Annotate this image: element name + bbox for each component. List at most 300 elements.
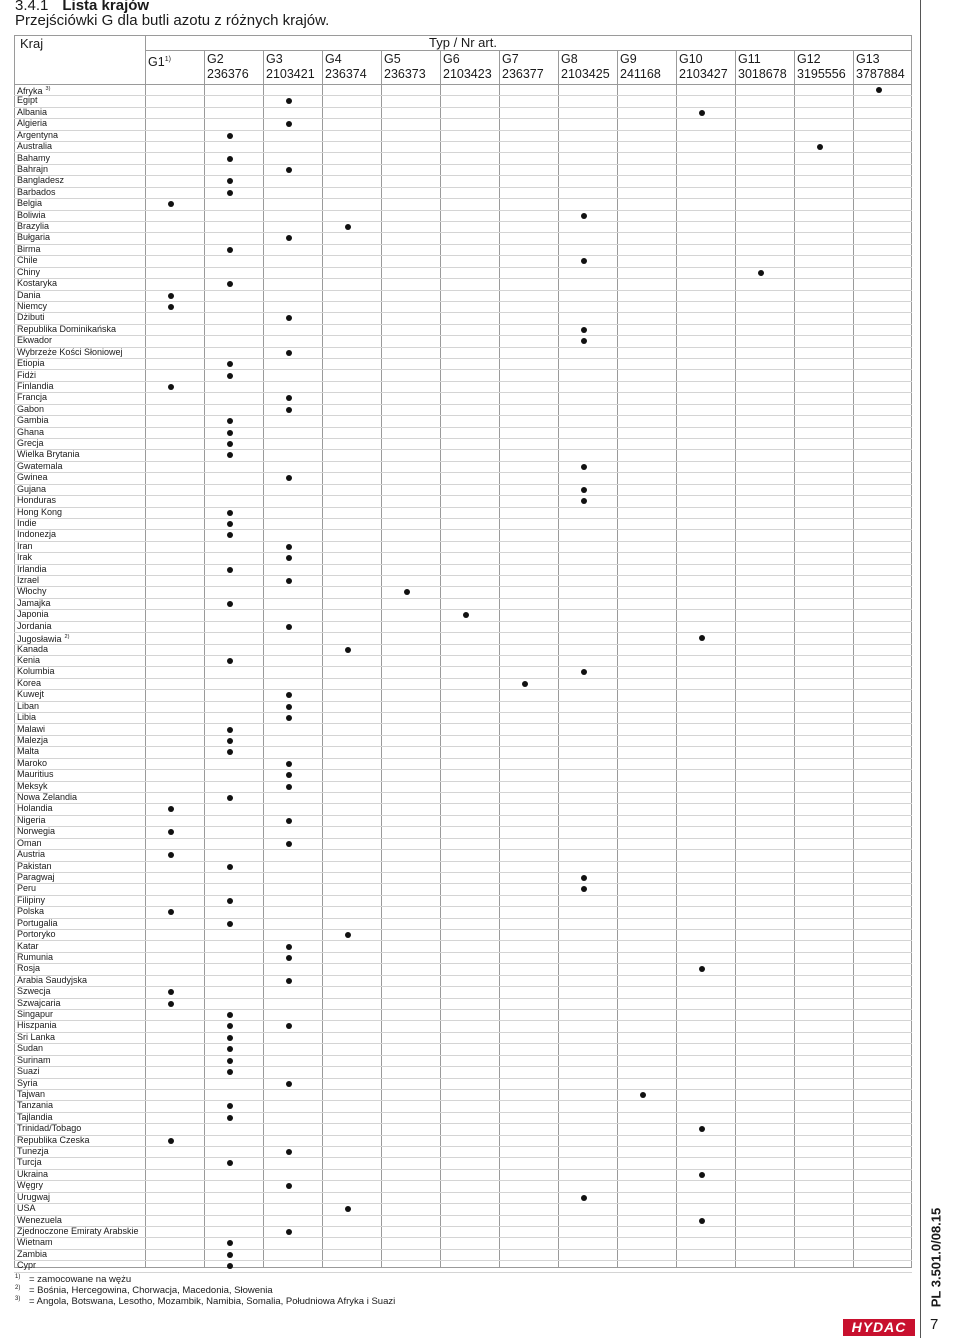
country-label: Ekwador <box>17 335 53 346</box>
country-name <box>17 277 57 289</box>
country-label: Zjednoczone Emiraty Arabskie <box>17 1226 139 1236</box>
country-label: Australia <box>17 141 53 152</box>
country-label: Chile <box>17 255 38 266</box>
country-name <box>17 814 46 826</box>
header-divider <box>145 50 912 51</box>
country-label: Malta <box>17 746 40 757</box>
country-name <box>17 1145 49 1157</box>
country-name <box>17 357 45 369</box>
country-label: Kolumbia <box>17 666 55 677</box>
country-label: Bahrajn <box>17 163 49 174</box>
country-label: Węgry <box>17 1180 44 1191</box>
country-label: Jordania <box>17 620 52 631</box>
compatibility-dot <box>286 1149 292 1155</box>
column-header-g12 <box>797 52 846 82</box>
country-label: Tunezja <box>17 1146 49 1157</box>
country-name <box>17 243 41 255</box>
country-label: Francja <box>17 392 48 403</box>
column-type: G1 <box>148 55 165 70</box>
country-name <box>17 1054 51 1066</box>
column-article-number: 2103423 <box>443 67 492 81</box>
country-name <box>17 300 47 312</box>
country-label: Rosja <box>17 963 41 974</box>
country-label: Wenezuela <box>17 1214 62 1225</box>
country-label: Urugwaj <box>17 1191 51 1202</box>
country-label: Irak <box>17 552 33 563</box>
footnote-mark: 3) <box>45 86 51 92</box>
column-header-g13 <box>856 52 905 82</box>
country-label: Birma <box>17 243 41 254</box>
column-type: G3 <box>266 52 283 66</box>
country-name <box>17 1214 62 1226</box>
country-label: Norwegia <box>17 826 56 837</box>
country-label: Boliwia <box>17 209 46 220</box>
compatibility-dot <box>227 658 233 664</box>
compatibility-dot <box>227 1046 233 1052</box>
compatibility-dot <box>227 1058 233 1064</box>
column-header-g10 <box>679 52 728 82</box>
column-header-g5 <box>384 52 426 82</box>
country-label: Zambia <box>17 1248 48 1259</box>
country-name <box>17 163 48 175</box>
country-label: Sri Lanka <box>17 1031 56 1042</box>
country-name <box>17 917 58 929</box>
country-name <box>17 1031 55 1043</box>
compatibility-dot <box>286 315 292 321</box>
country-name <box>17 1225 139 1237</box>
country-name <box>17 597 51 609</box>
country-label: Singapur <box>17 1009 54 1020</box>
country-label: Rumunia <box>17 951 54 962</box>
compatibility-dot <box>286 1081 292 1087</box>
compatibility-dot <box>168 201 174 207</box>
compatibility-dot <box>286 704 292 710</box>
compatibility-dot <box>345 1206 351 1212</box>
footnote-mark: 2) <box>15 1285 21 1291</box>
country-name <box>17 1191 50 1203</box>
compatibility-dot <box>699 1126 705 1132</box>
country-name <box>17 460 63 472</box>
compatibility-dot <box>227 1103 233 1109</box>
footnote-text: = Angola, Botswana, Lesotho, Mozambik, Namibia, Somalia, Południowa Afryka i Suazi <box>29 1296 396 1308</box>
document-number-text: PL 3.501.0/08.15 <box>928 1207 944 1308</box>
country-label: Szwecja <box>17 986 51 997</box>
compatibility-dot <box>286 978 292 984</box>
column-article-number: 236374 <box>325 67 367 81</box>
compatibility-dot <box>699 110 705 116</box>
column-article-number: 3018678 <box>738 67 787 81</box>
country-name <box>17 951 53 963</box>
country-name <box>17 585 47 597</box>
country-name <box>17 1008 53 1020</box>
compatibility-dot <box>227 521 233 527</box>
compatibility-dot <box>522 681 528 687</box>
compatibility-dot <box>581 213 587 219</box>
country-label: Gwinea <box>17 472 48 483</box>
compatibility-dot <box>286 715 292 721</box>
country-label: Peru <box>17 883 37 894</box>
table-row <box>14 1260 912 1272</box>
compatibility-dot <box>286 121 292 127</box>
country-label: Wybrzeże Kości Słoniowej <box>17 346 123 357</box>
compatibility-dot <box>640 1092 646 1098</box>
country-name <box>17 197 42 209</box>
country-label: Bułgaria <box>17 232 51 243</box>
column-article-number: 2103425 <box>561 67 610 81</box>
country-label: Tajlandia <box>17 1111 53 1122</box>
country-name <box>17 677 41 689</box>
country-adapter-table <box>14 35 912 1271</box>
country-label: Sudan <box>17 1043 44 1054</box>
compatibility-dot <box>581 338 587 344</box>
country-name <box>17 380 54 392</box>
country-label: Tanzania <box>17 1100 54 1111</box>
country-name <box>17 152 50 164</box>
country-name <box>17 1156 42 1168</box>
compatibility-dot <box>168 293 174 299</box>
compatibility-dot <box>227 738 233 744</box>
country-name <box>17 700 39 712</box>
country-label: Kenia <box>17 655 41 665</box>
country-name <box>17 768 54 780</box>
compatibility-dot <box>286 395 292 401</box>
compatibility-dot <box>227 1023 233 1029</box>
compatibility-dot <box>581 1195 587 1201</box>
country-label: Malezja <box>17 734 49 745</box>
compatibility-dot <box>227 281 233 287</box>
compatibility-dot <box>581 464 587 470</box>
country-label: Iran <box>17 540 33 551</box>
column-type: G9 <box>620 52 637 66</box>
country-label: Republika Dominikańska <box>17 323 117 334</box>
compatibility-dot <box>227 156 233 162</box>
country-label: Ghana <box>17 426 45 437</box>
country-name <box>17 186 56 198</box>
country-name <box>17 209 46 221</box>
compatibility-dot <box>817 144 823 150</box>
compatibility-dot <box>227 532 233 538</box>
country-label: Kostaryka <box>17 278 58 289</box>
compatibility-dot <box>168 909 174 915</box>
compatibility-dot <box>168 852 174 858</box>
country-label: Indonezja <box>17 529 57 540</box>
column-header-g11 <box>738 52 787 82</box>
compatibility-dot <box>345 932 351 938</box>
country-name <box>17 1248 47 1260</box>
country-name <box>17 608 49 620</box>
compatibility-dot <box>227 1263 233 1269</box>
country-label: Turcja <box>17 1157 42 1168</box>
compatibility-dot <box>227 567 233 573</box>
compatibility-dot <box>227 361 233 367</box>
country-name <box>17 140 52 152</box>
compatibility-dot <box>227 452 233 458</box>
country-name <box>17 848 45 860</box>
country-label: Arabia Saudyjska <box>17 974 88 985</box>
compatibility-dot <box>227 190 233 196</box>
column-type: G10 <box>679 52 703 66</box>
country-name <box>17 1088 45 1100</box>
country-name <box>17 860 52 872</box>
country-name <box>17 974 87 986</box>
country-label: Argentyna <box>17 129 59 140</box>
country-label: Wielka Brytania <box>17 449 80 460</box>
country-name <box>17 940 39 952</box>
country-name <box>17 620 52 632</box>
compatibility-dot <box>168 304 174 310</box>
country-label: Dania <box>17 289 41 300</box>
country-name <box>17 1077 38 1089</box>
country-label: Etiopia <box>17 358 45 369</box>
country-name <box>17 106 47 118</box>
compatibility-dot <box>286 350 292 356</box>
column-article-number: 241168 <box>620 67 661 81</box>
country-label: Kuwejt <box>17 689 45 700</box>
country-label: Belgia <box>17 198 43 209</box>
country-label: Indie <box>17 517 37 528</box>
country-label: Algieria <box>17 118 48 129</box>
country-label: Syria <box>17 1077 38 1088</box>
country-name <box>17 802 53 814</box>
country-name <box>17 1168 48 1180</box>
country-name <box>17 540 33 552</box>
country-label: Portugalia <box>17 917 58 928</box>
compatibility-dot <box>227 430 233 436</box>
compatibility-dot <box>404 589 410 595</box>
compatibility-dot <box>286 475 292 481</box>
country-label: Gambia <box>17 415 49 426</box>
section-title: Lista krajów <box>62 0 150 14</box>
country-name <box>17 403 44 415</box>
compatibility-dot <box>699 1172 705 1178</box>
compatibility-dot <box>581 487 587 493</box>
compatibility-dot <box>227 1252 233 1258</box>
compatibility-dot <box>699 1218 705 1224</box>
country-label: Grecja <box>17 438 44 449</box>
column-type: G12 <box>797 52 821 66</box>
compatibility-dot <box>227 441 233 447</box>
country-name <box>17 266 40 278</box>
country-label: Nowa Zelandia <box>17 792 78 803</box>
country-name <box>17 437 44 449</box>
compatibility-dot <box>227 1069 233 1075</box>
compatibility-dot <box>581 498 587 504</box>
footnote-mark: 2) <box>64 634 70 641</box>
compatibility-dot <box>286 1229 292 1235</box>
footnote-text: = zamocowane na wężu <box>29 1274 132 1286</box>
country-label: Polska <box>17 906 45 917</box>
column-header-g2 <box>207 52 249 82</box>
country-name <box>17 334 52 346</box>
country-name <box>17 688 44 700</box>
country-label: Portoryko <box>17 929 56 940</box>
compatibility-dot <box>227 1012 233 1018</box>
country-label: Surinam <box>17 1054 51 1065</box>
country-name <box>17 517 37 529</box>
country-label: Fidżi <box>17 369 37 380</box>
footnote-mark: 1) <box>15 1274 21 1280</box>
column-article-number: 2103427 <box>679 67 728 81</box>
compatibility-dot <box>581 886 587 892</box>
country-label: Barbados <box>17 186 56 197</box>
compatibility-dot <box>227 1115 233 1121</box>
column-article-number: 2103421 <box>266 67 315 81</box>
compatibility-dot <box>581 669 587 675</box>
country-name <box>17 528 56 540</box>
country-name <box>17 289 41 301</box>
country-name <box>17 791 77 803</box>
country-name <box>17 426 44 438</box>
compatibility-dot <box>168 1138 174 1144</box>
column-header-g3 <box>266 52 315 82</box>
country-name <box>17 757 47 769</box>
country-name <box>17 1236 53 1248</box>
compatibility-dot <box>227 749 233 755</box>
country-label: Albania <box>17 106 48 117</box>
column-type: G2 <box>207 52 224 66</box>
country-name <box>17 723 45 735</box>
type-column-header: Typ / Nr art. <box>429 35 497 50</box>
country-label: Cypr <box>17 1260 37 1271</box>
country-name <box>17 882 36 894</box>
column-type: G7 <box>502 52 519 66</box>
country-label: Irlandia <box>17 563 47 574</box>
country-label: Liban <box>17 700 40 711</box>
country-label: Jugosławia <box>17 634 62 645</box>
compatibility-dot <box>345 224 351 230</box>
country-label: Bahamy <box>17 152 51 163</box>
compatibility-dot <box>286 1023 292 1029</box>
country-name <box>17 711 36 723</box>
country-name <box>17 254 38 266</box>
country-name <box>17 1202 36 1214</box>
compatibility-dot <box>286 98 292 104</box>
column-article-number: 3787884 <box>856 67 905 81</box>
compatibility-dot <box>227 510 233 516</box>
country-label: Finlandia <box>17 380 54 391</box>
country-name <box>17 837 42 849</box>
compatibility-dot <box>286 692 292 698</box>
country-name <box>17 871 55 883</box>
compatibility-dot <box>286 555 292 561</box>
country-label: Japonia <box>17 609 49 620</box>
column-article-number: 236377 <box>502 67 544 81</box>
country-name <box>17 574 39 586</box>
footnote-mark: 3) <box>15 1296 21 1302</box>
footnote-mark: 1) <box>164 56 171 63</box>
compatibility-dot <box>286 784 292 790</box>
compatibility-dot <box>227 1160 233 1166</box>
country-name <box>17 1099 53 1111</box>
column-header-g9 <box>620 52 661 82</box>
column-header-g7 <box>502 52 544 82</box>
country-label: Włochy <box>17 586 47 597</box>
compatibility-dot <box>699 635 705 641</box>
country-name <box>17 117 47 129</box>
right-margin-bar <box>920 0 960 1338</box>
country-name <box>17 1065 40 1077</box>
compatibility-dot <box>227 1035 233 1041</box>
compatibility-dot <box>345 647 351 653</box>
country-name <box>17 1134 90 1146</box>
country-label: Chiny <box>17 266 41 277</box>
country-name <box>17 825 55 837</box>
country-name <box>17 471 48 483</box>
country-label: Maroko <box>17 757 48 768</box>
country-label: Republika Czeska <box>17 1134 90 1145</box>
country-label: Niemcy <box>17 300 48 311</box>
country-label: Tajwan <box>17 1088 46 1099</box>
compatibility-dot <box>227 898 233 904</box>
column-type: G8 <box>561 52 578 66</box>
compatibility-dot <box>286 624 292 630</box>
column-type: G4 <box>325 52 342 66</box>
country-label: Paragwaj <box>17 871 55 882</box>
country-label: Meksyk <box>17 780 48 791</box>
country-label: Wietnam <box>17 1237 53 1248</box>
country-name <box>17 220 49 232</box>
country-name <box>17 494 56 506</box>
compatibility-dot <box>286 841 292 847</box>
compatibility-dot <box>227 418 233 424</box>
country-label: Afryka <box>17 86 43 96</box>
country-name <box>17 1122 81 1134</box>
country-label: Korea <box>17 677 42 688</box>
country-label: Szwajcaria <box>17 997 61 1008</box>
compatibility-dot <box>286 955 292 961</box>
country-name <box>17 1179 43 1191</box>
country-label: Hiszpania <box>17 1020 57 1031</box>
compatibility-dot <box>286 544 292 550</box>
country-label: Holandia <box>17 803 53 814</box>
compatibility-dot <box>286 407 292 413</box>
column-article-number: 3195556 <box>797 67 846 81</box>
compatibility-dot <box>227 864 233 870</box>
column-type: G6 <box>443 52 460 66</box>
country-name <box>17 323 116 335</box>
page-number: 7 <box>930 1316 939 1333</box>
country-label: Izrael <box>17 575 40 586</box>
document-number <box>920 1207 948 1308</box>
column-type: G13 <box>856 52 880 66</box>
country-name <box>17 129 58 141</box>
country-name <box>17 506 62 518</box>
column-header-g4 <box>325 52 367 82</box>
country-label: Suazi <box>17 1066 40 1077</box>
country-name <box>17 311 45 323</box>
country-label: Brazylia <box>17 221 50 232</box>
compatibility-dot <box>286 1183 292 1189</box>
country-name <box>17 928 56 940</box>
compatibility-dot <box>168 384 174 390</box>
compatibility-dot <box>286 772 292 778</box>
country-name <box>17 483 46 495</box>
column-type: G11 <box>738 52 761 66</box>
country-name <box>17 346 122 358</box>
compatibility-dot <box>581 258 587 264</box>
country-name <box>17 1111 53 1123</box>
compatibility-dot <box>286 761 292 767</box>
hydac-logo: HYDAC <box>843 1319 915 1336</box>
country-name <box>17 780 48 792</box>
compatibility-dot <box>699 966 705 972</box>
country-name <box>17 894 45 906</box>
country-name <box>17 905 44 917</box>
country-name <box>17 174 64 186</box>
column-header-g8 <box>561 52 610 82</box>
compatibility-dot <box>227 921 233 927</box>
country-name <box>17 962 40 974</box>
